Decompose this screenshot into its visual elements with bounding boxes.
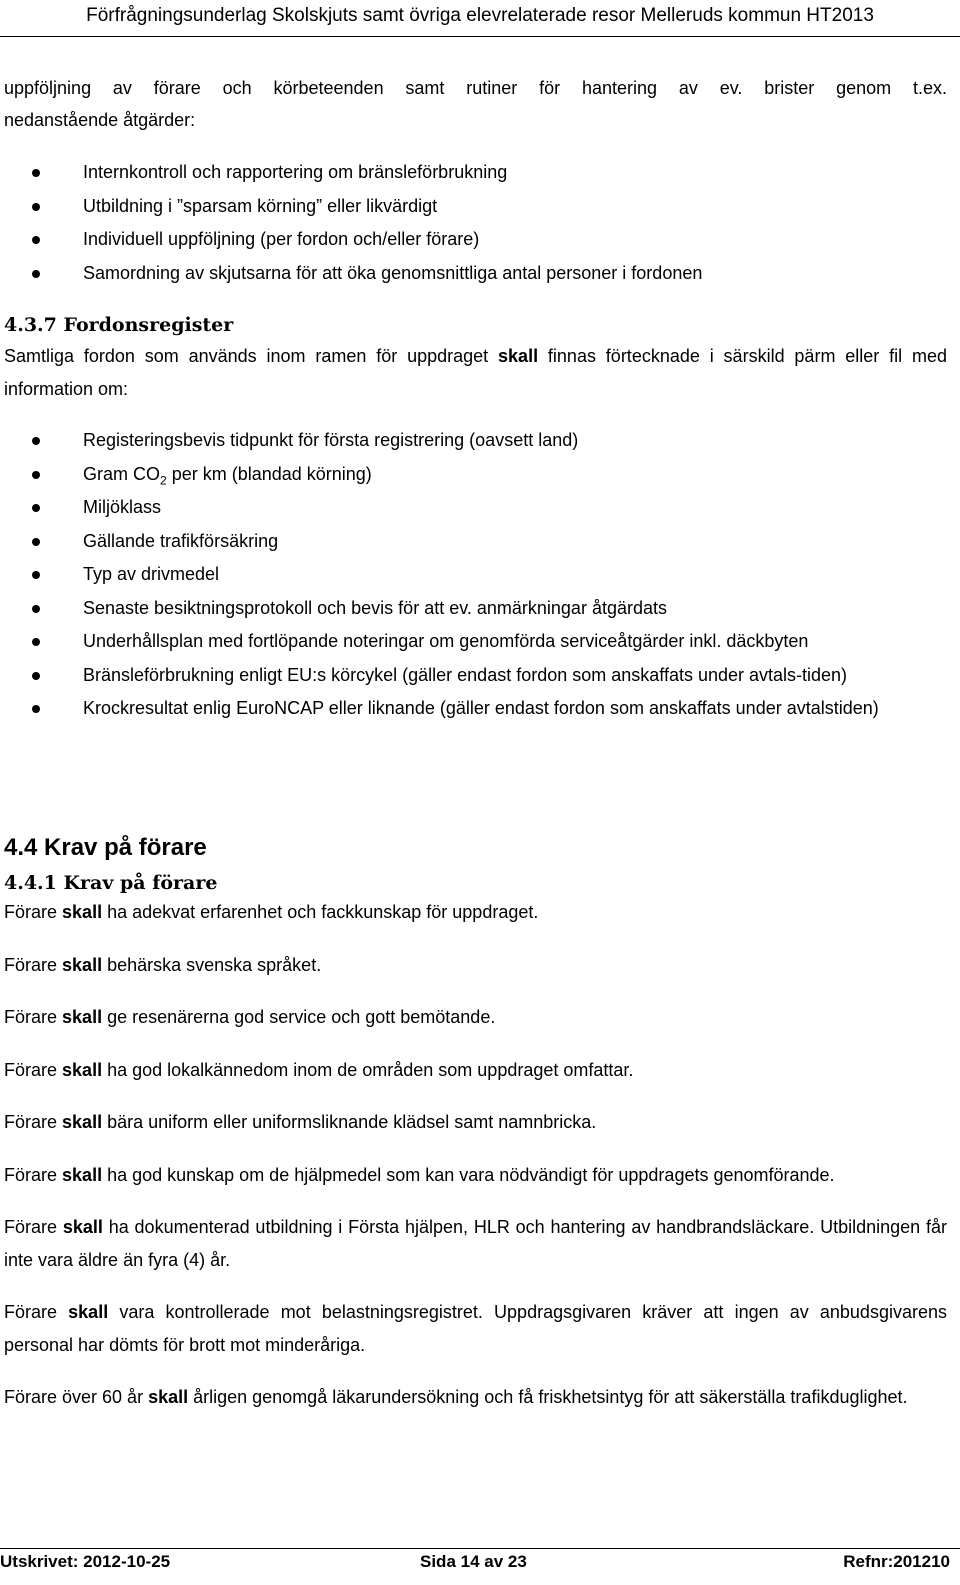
list-item: Typ av drivmedel xyxy=(4,558,947,592)
requirement-paragraph: Förare skall behärska svenska språket. xyxy=(4,954,322,975)
bullet-icon xyxy=(32,270,40,278)
bullet-icon xyxy=(32,672,40,680)
requirement-paragraph: Förare skall ge resenärerna god service och gott bemötande. xyxy=(4,1007,496,1027)
list-item: Internkontroll och rapportering om bränsleförbrukning xyxy=(4,156,947,190)
list-item: Underhållsplan med fortlöpande noteringar om genomförda serviceåtgärder inkl. däckbyten xyxy=(4,625,947,659)
intro-line-1: uppföljning av förare och körbeteenden samt rutiner för hantering av ev. brister genom t.ex. xyxy=(4,78,947,98)
register-items-list xyxy=(4,424,947,726)
bullet-icon xyxy=(32,571,40,579)
page-number: Sida 14 av 23 xyxy=(420,1552,527,1571)
reference-number: Refnr:201210 xyxy=(843,1552,950,1571)
bullet-icon xyxy=(32,504,40,512)
bullet-icon xyxy=(32,705,40,713)
print-date: Utskrivet: 2012-10-25 xyxy=(0,1552,171,1571)
page-header xyxy=(0,0,960,30)
bullet-icon xyxy=(32,169,40,177)
list-item: Senaste besiktningsprotokoll och bevis för att ev. anmärkningar åtgärdats xyxy=(4,592,947,626)
list-item: Miljöklass xyxy=(4,491,947,525)
bullet-icon xyxy=(32,605,40,613)
bullet-icon xyxy=(32,638,40,646)
requirement-paragraph: Förare skall vara kontrollerade mot belastningsregistret. Uppdragsgivaren kräver att ingen av anbudsgivarens personal har dömts för brott mot minderåriga. xyxy=(4,1302,947,1355)
requirement-paragraph: Förare skall ha god lokalkännedom inom de områden som uppdraget omfattar. xyxy=(4,1059,634,1080)
list-item: Samordning av skjutsarna för att öka genomsnittliga antal personer i fordonen xyxy=(4,257,947,291)
list-item: Bränsleförbrukning enligt EU:s körcykel (gäller endast fordon som anskaffats under avtals-tiden) xyxy=(4,659,947,693)
footer-divider xyxy=(0,1548,960,1549)
intro-line-2: nedanstående åtgärder: xyxy=(4,110,196,130)
requirement-paragraph: Förare över 60 år skall årligen genomgå läkarundersökning och få friskhetsintyg för att säkerställa trafikduglighet. xyxy=(4,1387,908,1407)
section-heading-krav-pa-forare: 4.4 Krav på förare xyxy=(4,833,207,861)
requirement-paragraph: Förare skall ha adekvat erfarenhet och fackkunskap för uppdraget. xyxy=(4,902,539,922)
document-title: Förfrågningsunderlag Skolskjuts samt övriga elevrelaterade resor Melleruds kommun HT2013 xyxy=(86,5,874,26)
requirement-paragraph: Förare skall ha god kunskap om de hjälpmedel som kan vara nödvändigt för uppdragets genomförande. xyxy=(4,1164,835,1185)
requirement-paragraph: Förare skall bära uniform eller uniformsliknande klädsel samt namnbricka. xyxy=(4,1112,597,1132)
driver-requirements xyxy=(4,896,947,1434)
subsection-heading-krav-pa-forare: 4.4.1 Krav på förare xyxy=(4,872,218,894)
header-divider xyxy=(0,36,960,37)
bullet-icon xyxy=(32,538,40,546)
list-item: Individuell uppföljning (per fordon och/eller förare) xyxy=(4,223,947,257)
fordonsregister-intro: Samtliga fordon som används inom ramen för uppdraget skall finnas förtecknade i särskild pärm eller fil med information om: xyxy=(4,346,948,399)
measures-list xyxy=(4,156,947,290)
list-item: Krockresultat enlig EuroNCAP eller liknande (gäller endast fordon som anskaffats under avtalstiden) xyxy=(4,692,947,726)
list-item: Registeringsbevis tidpunkt för första registrering (oavsett land) xyxy=(4,424,947,458)
list-item: Gällande trafikförsäkring xyxy=(4,525,947,559)
bullet-icon xyxy=(32,236,40,244)
list-item: Gram $CO_2$ per km (blandad körning) xyxy=(4,458,947,492)
list-item: Utbildning i ”sparsam körning” eller likvärdigt xyxy=(4,190,947,224)
bullet-icon xyxy=(32,437,40,445)
intro-paragraph xyxy=(4,72,947,136)
bullet-icon xyxy=(32,203,40,211)
page-footer xyxy=(0,1540,960,1585)
bullet-icon xyxy=(32,471,40,479)
requirement-paragraph: Förare skall ha dokumenterad utbildning i Första hjälpen, HLR och hantering av handbrandsläckare. Utbildningen får inte vara äldre än fyra (4) år. xyxy=(4,1217,947,1270)
section-heading-fordonsregister: 4.3.7 Fordonsregister xyxy=(4,314,234,336)
